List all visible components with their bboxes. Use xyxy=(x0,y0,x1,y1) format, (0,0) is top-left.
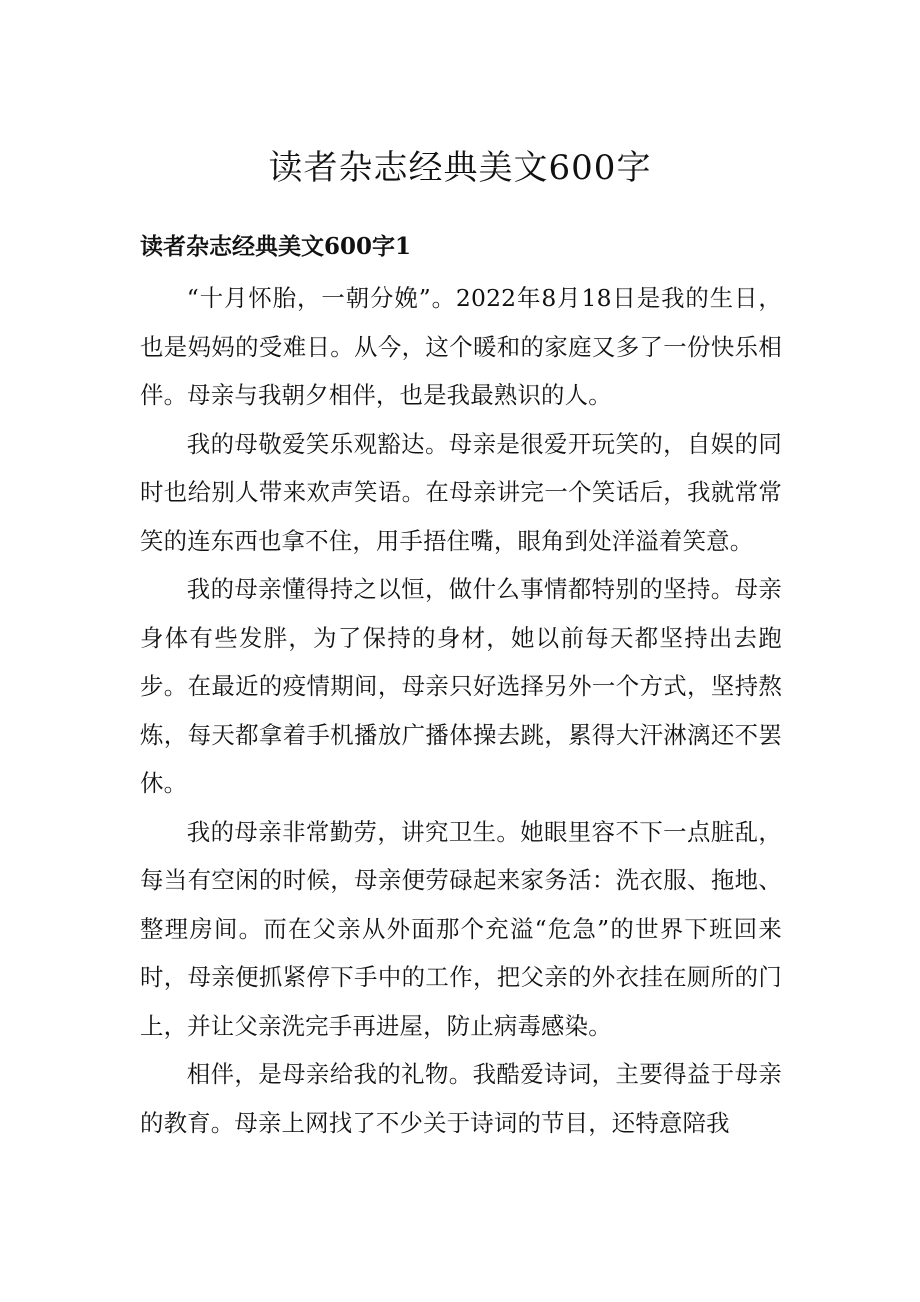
paragraph: 相伴，是母亲给我的礼物。我酷爱诗词，主要得益于母亲的教育。母亲上网找了不少关于诗词的节目，还特意陪我 xyxy=(140,1060,782,1137)
article-body xyxy=(140,274,782,1147)
document-title: 读者杂志经典美文600字 xyxy=(268,148,652,188)
section-heading: 读者杂志经典美文600字1 xyxy=(140,233,412,260)
paragraph: 我的母亲非常勤劳，讲究卫生。她眼里容不下一点脏乱，每当有空闲的时候，母亲便劳碌起来家务活：洗衣服、拖地、整理房间。而在父亲从外面那个充溢“危急”的世界下班回来时，母亲便抓紧停下手中的工作，把父亲的外衣挂在厕所的门上，并让父亲洗完手再进屋，防止病毒感染。 xyxy=(140,817,782,1040)
paragraph: 我的母敬爱笑乐观豁达。母亲是很爱开玩笑的，自娱的同时也给别人带来欢声笑语。在母亲讲完一个笑话后，我就常常笑的连东西也拿不住，用手捂住嘴，眼角到处洋溢着笑意。 xyxy=(140,429,782,555)
paragraph: “十月怀胎，一朝分娩”。2022年8月18日是我的生日，也是妈妈的受难日。从今，这个暖和的家庭又多了一份快乐相伴。母亲与我朝夕相伴，也是我最熟识的人。 xyxy=(140,284,782,409)
paragraph: 我的母亲懂得持之以恒，做什么事情都特别的坚持。母亲身体有些发胖，为了保持的身材，她以前每天都坚持出去跑步。在最近的疫情期间，母亲只好选择另外一个方式，坚持熬炼，每天都拿着手机播放广播体操去跳，累得大汗淋漓还不罢休。 xyxy=(140,575,782,797)
